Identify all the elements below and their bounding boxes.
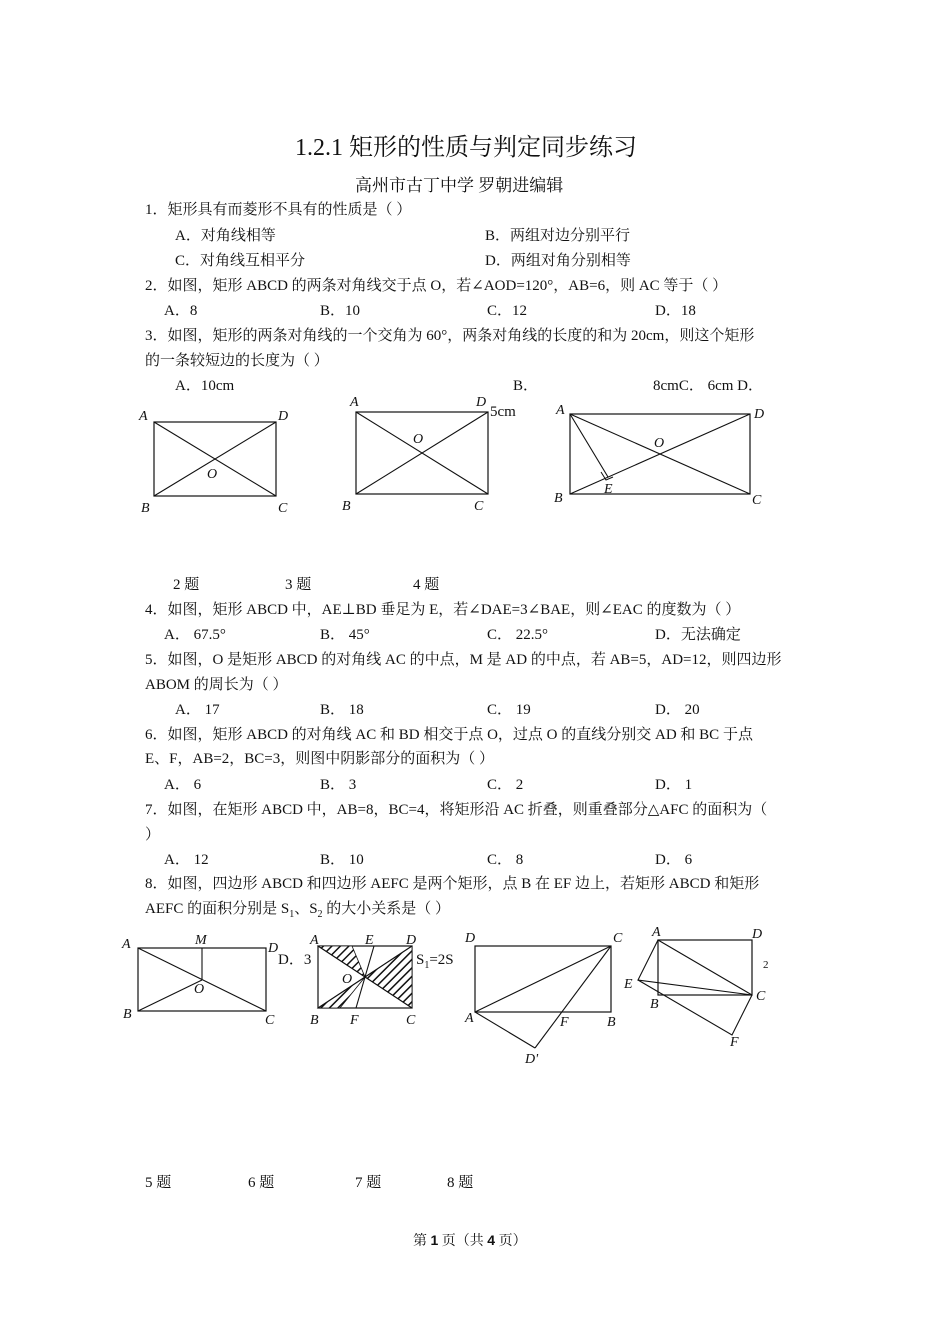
q4-option-a: A． 67.5° [164, 627, 226, 643]
point-label-d: D [278, 409, 289, 424]
point-label-c: C [406, 1013, 416, 1028]
q1-option-d: D．两组对角分别相等 [485, 253, 631, 269]
point-label-c: C [278, 501, 288, 516]
point-label-b: B [123, 1007, 132, 1022]
point-label-e: E [624, 977, 633, 992]
point-label-f: F [350, 1013, 359, 1028]
footer-post: 页） [495, 1234, 527, 1249]
figure-q7 [455, 926, 635, 1071]
page-subtitle: 高州市古丁中学 罗朝进编辑 [355, 176, 564, 195]
point-label-b: B [342, 499, 351, 514]
page-title: 1.2.1 矩形的性质与判定同步练习 [295, 135, 637, 161]
point-label-d: D [406, 933, 417, 948]
q8-frag-s-post: =2S [429, 952, 454, 968]
point-label-d: D [465, 931, 476, 946]
q7-option-b: B． 10 [320, 852, 364, 868]
q8-option-s-fragment [416, 950, 454, 976]
point-label-d: D [754, 407, 765, 422]
figure-q6-caption: 6 题 [248, 1175, 275, 1191]
q8-frag-s-sub: 1 [424, 960, 430, 971]
q7-option-c: C． 8 [487, 852, 524, 868]
q8-stray-digit: 2 [763, 959, 769, 971]
q8-stem-part2: 、S [294, 901, 318, 917]
q3-option-cd: 8cmC． 6cm D． [653, 378, 763, 394]
q4-stem: 4．如图，矩形 ABCD 中，AE⊥BD 垂足为 E，若∠DAE=3∠BAE，则∠EAC 的度数为（ ） [145, 602, 741, 618]
q2-option-b: B．10 [320, 303, 361, 319]
point-label-a: A [465, 1011, 474, 1026]
point-label-b: B [554, 491, 563, 506]
q2-option-c: C．12 [487, 303, 528, 319]
q6-option-b: B． 3 [320, 777, 357, 793]
q8-sub-1: 1 [289, 909, 295, 920]
point-label-o: O [654, 436, 665, 451]
point-label-b: B [141, 501, 150, 516]
point-label-c: C [474, 499, 484, 514]
figure-q8 [620, 922, 780, 1052]
figure-q2 [135, 400, 305, 520]
point-label-b: B [310, 1013, 319, 1028]
q1-stem: 1．矩形具有而菱形不具有的性质是（ ） [145, 202, 412, 218]
q1-option-b: B．两组对边分别平行 [485, 228, 631, 244]
q3-option-b: B． [513, 378, 539, 394]
q8-stem-part1: AEFC 的面积分别是 S [145, 901, 290, 917]
q3-stem-line2: 的一条较短边的长度为（ ） [145, 353, 329, 369]
point-label-b: B [650, 997, 659, 1012]
point-label-a: A [122, 937, 131, 952]
figure-q5 [120, 930, 290, 1030]
point-label-c: C [752, 493, 762, 508]
point-label-a: A [350, 395, 359, 410]
q3-option-d-value: 5cm [490, 404, 516, 420]
q1-option-c: C．对角线互相平分 [175, 253, 306, 269]
point-label-d-prime: D' [525, 1052, 539, 1067]
q5-option-d: D． 20 [655, 702, 700, 718]
point-label-c: C [613, 931, 623, 946]
q7-option-d: D． 6 [655, 852, 693, 868]
figure-q8-caption: 8 题 [447, 1175, 474, 1191]
point-label-o: O [207, 467, 218, 482]
point-label-c: C [756, 989, 766, 1004]
q2-stem: 2．如图，矩形 ABCD 的两条对角线交于点 O，若∠AOD=120°，AB=6，则 AC 等于（ ） [145, 278, 728, 294]
point-label-a: A [652, 925, 661, 940]
point-label-o: O [342, 972, 353, 987]
figure-q2-caption: 2 题 [173, 577, 200, 593]
q5-option-a: A． 17 [175, 702, 220, 718]
q8-sub-2: 2 [317, 909, 323, 920]
q4-option-c: C． 22.5° [487, 627, 549, 643]
point-label-c: C [265, 1013, 275, 1028]
q5-option-c: C． 19 [487, 702, 531, 718]
q6-option-d: D． 1 [655, 777, 693, 793]
point-label-a: A [139, 409, 148, 424]
point-label-d: D [476, 395, 487, 410]
q6-stem-line1: 6．如图，矩形 ABCD 的对角线 AC 和 BD 相交于点 O，过点 O 的直线分别交 AD 和 BC 于点 [145, 727, 753, 743]
figure-q5-caption: 5 题 [145, 1175, 172, 1191]
footer-total-pages: 4 [487, 1232, 496, 1248]
footer-pre: 第 [413, 1234, 431, 1249]
point-label-m: M [195, 933, 207, 948]
q7-option-a: A． 12 [164, 852, 209, 868]
point-label-a: A [556, 403, 565, 418]
q5-stem-line2: ABOM 的周长为（ ） [145, 677, 288, 693]
q6-option-c: C． 2 [487, 777, 524, 793]
figure-q4-caption: 4 题 [413, 577, 440, 593]
q8-option-d-fragment: D．3 [278, 952, 312, 968]
q6-stem-line2: E、F，AB=2，BC=3，则图中阴影部分的面积为（ ） [145, 751, 495, 767]
q4-option-b: B． 45° [320, 627, 370, 643]
q3-option-a: A．10cm [175, 378, 235, 394]
point-label-o: O [413, 432, 424, 447]
q7-stem-line2: ） [145, 827, 161, 843]
point-label-e: E [604, 482, 613, 497]
figure-q6 [300, 926, 430, 1031]
figure-q3 [338, 390, 508, 520]
point-label-f: F [560, 1015, 569, 1030]
q3-stem-line1: 3．如图，矩形的两条对角线的一个交角为 60°，两条对角线的长度的和为 20cm，则这个矩形 [145, 328, 755, 344]
q7-stem-line1: 7．如图，在矩形 ABCD 中，AB=8，BC=4，将矩形沿 AC 折叠，则重叠部分△AFC 的面积为（ [145, 802, 768, 818]
q8-frag-s: S [416, 952, 425, 968]
q2-option-a: A．8 [164, 303, 198, 319]
q8-stem-part3: 的大小关系是（ ） [322, 901, 451, 917]
point-label-d: D [268, 941, 279, 956]
figure-q4 [548, 398, 778, 518]
point-label-d: D [752, 927, 763, 942]
point-label-e: E [365, 933, 374, 948]
q4-option-d: D．无法确定 [655, 627, 741, 643]
footer-page-number: 1 [430, 1232, 439, 1248]
q2-option-d: D．18 [655, 303, 696, 319]
page-footer [413, 1230, 527, 1252]
q1-option-a: A．对角线相等 [175, 228, 276, 244]
q6-option-a: A． 6 [164, 777, 202, 793]
footer-mid: 页（共 [438, 1234, 488, 1249]
point-label-b: B [607, 1015, 616, 1030]
figure-q7-caption: 7 题 [355, 1175, 382, 1191]
point-label-o: O [194, 982, 205, 997]
q5-option-b: B． 18 [320, 702, 364, 718]
q8-stem-line2 [145, 899, 450, 925]
q8-stem-line1: 8．如图，四边形 ABCD 和四边形 AEFC 是两个矩形，点 B 在 EF 边上，若矩形 ABCD 和矩形 [145, 876, 760, 892]
point-label-f: F [730, 1035, 739, 1050]
figure-q3-caption: 3 题 [285, 577, 312, 593]
point-label-a: A [310, 933, 319, 948]
q5-stem-line1: 5．如图，O 是矩形 ABCD 的对角线 AC 的中点，M 是 AD 的中点，若 AB=5，AD=12，则四边形 [145, 652, 782, 668]
